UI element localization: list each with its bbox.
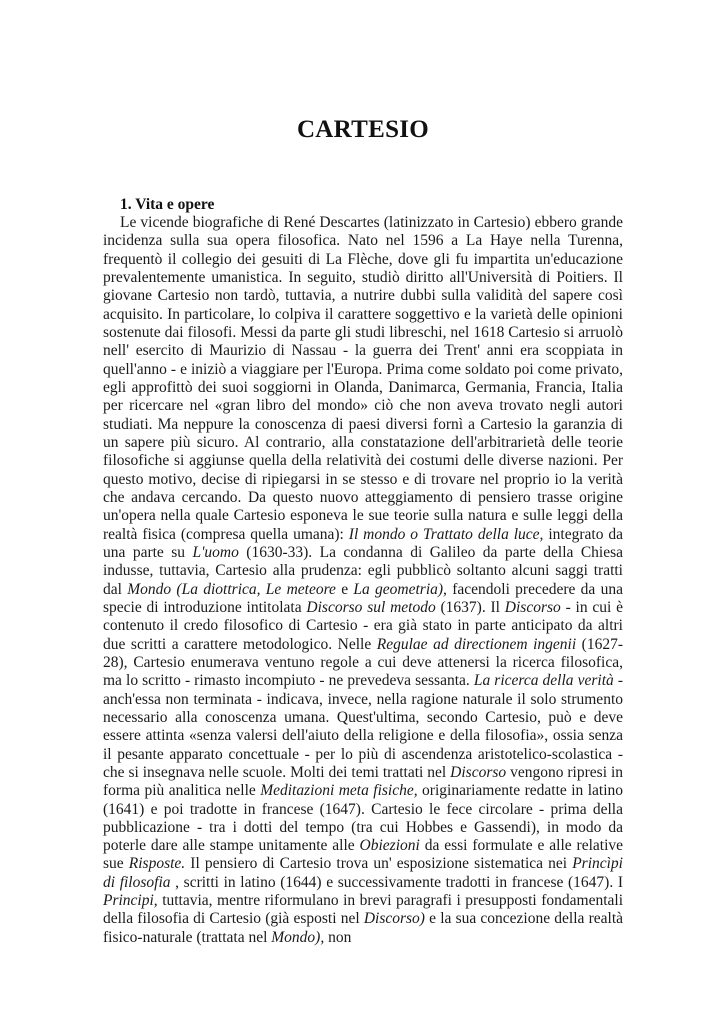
page-title: CARTESIO bbox=[296, 116, 430, 143]
text-run: e bbox=[335, 580, 354, 598]
text-run: integrato da una parte su bbox=[103, 525, 623, 561]
text-run: e la sua concezione della realtà fisico-naturale (trattata nel bbox=[103, 910, 624, 946]
italic-title-run: Discorso) bbox=[363, 910, 425, 928]
italic-title-run: Discorso bbox=[504, 598, 561, 616]
italic-title-run: Princìpi di filosofia bbox=[103, 855, 623, 891]
italic-title-run: Regulae ad directionem ingenii bbox=[376, 635, 577, 653]
text-run: vengono ripresi in forma più analitica nelle bbox=[103, 763, 623, 800]
italic-title-run: Il mondo o Trattato della luce, bbox=[348, 525, 544, 543]
italic-title-run: Risposte. bbox=[128, 855, 186, 873]
text-run: Il pensiero di Cartesio trova un' esposizione sistematica nei bbox=[185, 855, 573, 873]
text-run: (1627-28), Cartesio enumerava ventuno regole a cui deve attenersi la ricerca filosofica, ma lo scritto - rimasto incompiuto - ne prevedeva sessanta. bbox=[103, 635, 623, 690]
text-run: facendoli precedere da una specie di introduzione intitolata bbox=[103, 580, 623, 616]
italic-title-run: Mondo), bbox=[271, 928, 325, 946]
text-run: non bbox=[324, 928, 352, 946]
text-run: (1637). Il bbox=[435, 598, 505, 616]
italic-title-run: L'uomo bbox=[192, 543, 239, 561]
italic-title-run: Principi, bbox=[103, 892, 158, 910]
italic-title-run: La ricerca della verità bbox=[473, 672, 614, 690]
text-run: (1630-33). La condanna di Galileo da parte della Chiesa indusse, tuttavia, Cartesio alla prudenza: egli pubblicò soltanto alcuni saggi tratti dal bbox=[103, 543, 623, 598]
body-paragraph bbox=[103, 214, 623, 947]
italic-title-run: Mondo (La diottrica, Le meteore bbox=[127, 580, 336, 598]
text-run: Le vicende biografiche di René Descartes (latinizzato in Cartesio) ebbero grande incidenza sulla sua opera filosofica. Nato nel 1596 a La Haye nella Turenna, frequentò il collegio dei gesuiti di La Flèche, dove gli fu impartita un'educazione prevalentemente umanistica. In seguito, studiò diritto all'Università di Poitiers. Il giovane Cartesio non tardò, tuttavia, a nutrire dubbi sulla validità del sapere così acquisito. In particolare, lo colpiva il carattere soggettivo e la varietà delle opinioni sostenute dai filosofi. Messi da parte gli studi libreschi, nel 1618 Cartesio si arruolò nell' esercito di Maurizio di Nassau - la guerra dei Trent' anni era scoppiata in quell'anno - e iniziò a viaggiare per l'Europa. Prima come soldato poi come privato, egli approfittò dei suoi soggiorni in Olanda, Danimarca, Germania, Francia, Italia per ricercare nel «gran libro del mondo» ciò che non aveva trovato negli autori studiati. Ma neppure la conoscenza di paesi diversi fornì a Cartesio la garanzia di un sapere più sicuro. Al contrario, alla constatazione dell'arbitrarietà delle teorie filosofiche si aggiunse quella della relatività dei costumi delle diverse nazioni. Per questo motivo, decise di ripiegarsi in se stesso e di trovare nel proprio io la verità che andava cercando. Da questo nuovo atteggiamento di pensiero trasse origine un'opera nella quale Cartesio esponeva le sue teorie sulla natura e sulle leggi della realtà fisica (compresa quella umana): bbox=[103, 214, 623, 543]
text-run: da essi formulate e alle relative sue bbox=[103, 837, 624, 873]
text-run: , scritti in latino (1644) e successivamente tradotti in francese (1647). I bbox=[170, 873, 623, 891]
italic-title-run: Discorso bbox=[450, 763, 507, 781]
text-run: - in cui è contenuto il credo filosofico di Cartesio - era già stato in parte anticipato da altri due scritti a carattere metodologico. Nelle bbox=[103, 598, 623, 653]
text-run: originariamente redatte in latino (1641) e poi tradotte in francese (1647). Cartesio le fece circolare - prima della pubblicazione - tra i dotti del tempo (tra cui Hobbes e Gassendi), in modo da poterle dare alle stampe unitamente alle bbox=[103, 782, 624, 855]
italic-title-run: Meditazioni meta fisiche, bbox=[260, 782, 418, 800]
italic-title-run: Discorso sul metodo bbox=[306, 598, 436, 616]
italic-title-run: La geometria), bbox=[353, 580, 447, 598]
text-run: - anch'essa non terminata - indicava, invece, nella ragione naturale il solo strumento necessario alla conoscenza umana. Quest'ultima, secondo Cartesio, può e deve essere attinta «senza valersi dell'aiuto della religione e della filosofia», ossia senza il pesante apparato concettuale - per lo più di ascendenza aristotelico-scolastica - che si insegnava nelle scuole. Molti dei temi trattati nel bbox=[103, 672, 623, 781]
section-vita-e-opere bbox=[103, 196, 623, 947]
italic-title-run: Obiezioni bbox=[359, 837, 420, 855]
section-heading: 1. Vita e opere bbox=[120, 196, 215, 213]
text-run: tuttavia, mentre riformulano in brevi paragrafi i presupposti fondamentali della filosofia di Cartesio (già esposti nel bbox=[103, 892, 623, 928]
